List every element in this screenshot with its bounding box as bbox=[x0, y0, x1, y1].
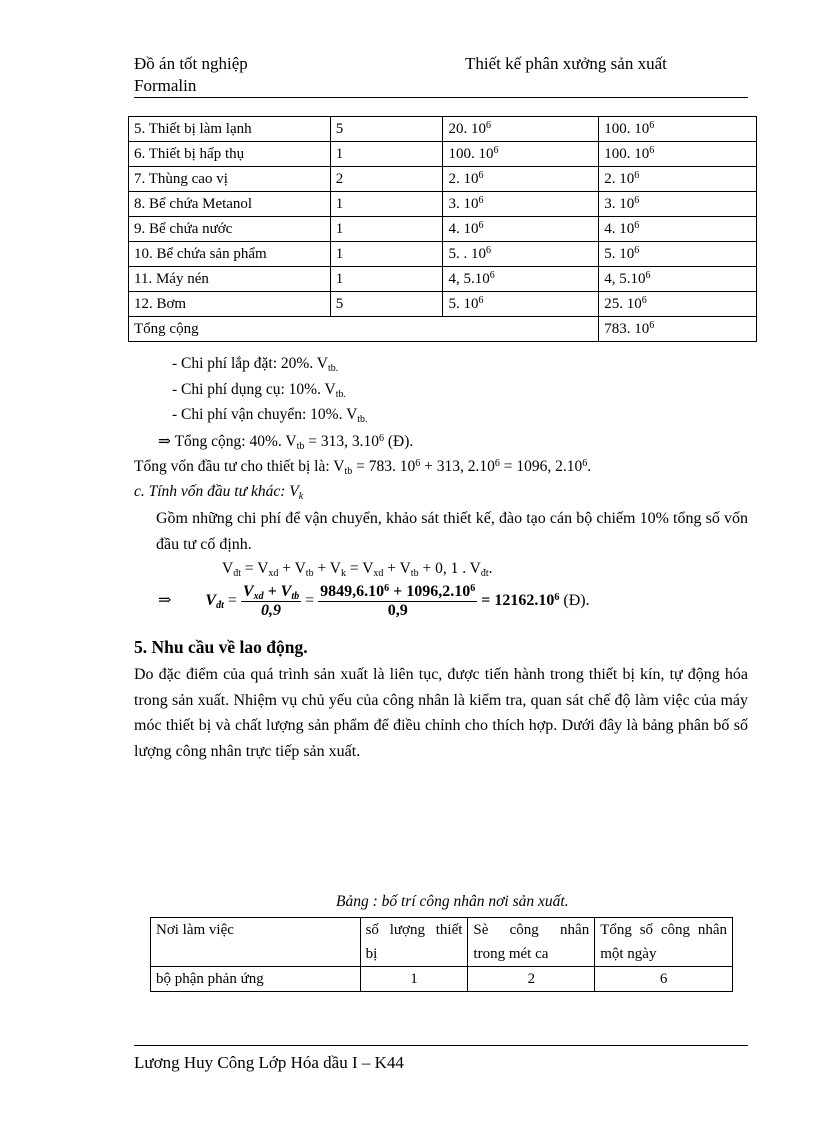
table-row bbox=[151, 967, 733, 992]
equipment-qty: 1 bbox=[330, 142, 443, 167]
header-row bbox=[151, 918, 733, 967]
column-header: Sè công nhân trong mét ca bbox=[468, 918, 595, 967]
equipment-qty: 1 bbox=[330, 217, 443, 242]
equipment-qty: 2 bbox=[330, 167, 443, 192]
equipment-unit-price: 2. $10^6$ bbox=[443, 167, 599, 192]
equipment-name: 12. Bơm bbox=[129, 292, 331, 317]
cost-sum: ⇒ Tổng cộng: 40%. $V_{tb} = 313$, 3.10$^6$ (Đ). bbox=[158, 433, 414, 452]
equipment-qty: 1 bbox=[330, 267, 443, 292]
equipment-unit-price: 3. $10^6$ bbox=[443, 192, 599, 217]
equipment-name: 10. Bể chứa sản phẩm bbox=[129, 242, 331, 267]
section-5-title: 5. Nhu cầu về lao động. bbox=[134, 637, 308, 657]
cost-transport: - Chi phí vận chuyển: 10%. $V_{tb.}$ bbox=[172, 406, 368, 425]
table-cell: 1 bbox=[360, 967, 468, 992]
total-label: Tổng cộng bbox=[129, 317, 599, 342]
equipment-name: 8. Bể chứa Metanol bbox=[129, 192, 331, 217]
equipment-unit-price: 5. . $10^6$ bbox=[443, 242, 599, 267]
equipment-qty: 5 bbox=[330, 117, 443, 142]
table-cell: bộ phận phản ứng bbox=[151, 967, 361, 992]
table-row bbox=[129, 167, 757, 192]
section-c-title: c. Tính vốn đầu tư khác: $V_k$ bbox=[134, 483, 304, 502]
equipment-unit-price: 20. $10^6$ bbox=[443, 117, 599, 142]
equipment-name: 7. Thùng cao vị bbox=[129, 167, 331, 192]
equipment-total-price: 25. $10^6$ bbox=[599, 292, 757, 317]
column-header: số lượng thiết bị bbox=[360, 918, 468, 967]
equipment-unit-price: 100. $10^6$ bbox=[443, 142, 599, 167]
header-left-title: Đồ án tốt nghiệp bbox=[134, 54, 248, 73]
table-row bbox=[129, 117, 757, 142]
section-c-paragraph: Gồm những chi phí để vận chuyển, khảo sát thiết kế, đào tạo cán bộ chiếm 10% tổng số vốn đầu tư cố định. bbox=[156, 510, 748, 553]
table-row bbox=[129, 267, 757, 292]
total-value: 783. $10^6$ bbox=[599, 317, 757, 342]
equipment-total-price: 5. $10^6$ bbox=[599, 242, 757, 267]
worker-table bbox=[150, 917, 733, 992]
table-row bbox=[129, 142, 757, 167]
cost-tools: - Chi phí dụng cụ: 10%. $V_{tb.}$ bbox=[172, 381, 347, 400]
equipment-table bbox=[128, 116, 757, 342]
column-header: Nơi làm việc bbox=[151, 918, 361, 967]
equipment-unit-price: 4. $10^6$ bbox=[443, 217, 599, 242]
table-row bbox=[129, 292, 757, 317]
equipment-unit-price: 5. $10^6$ bbox=[443, 292, 599, 317]
worker-table-caption: Bảng : bố trí công nhân nơi sản xuất. bbox=[336, 893, 569, 910]
equipment-total-price: 4. $10^6$ bbox=[599, 217, 757, 242]
equipment-name: 5. Thiết bị làm lạnh bbox=[129, 117, 331, 142]
equipment-qty: 1 bbox=[330, 242, 443, 267]
footer-text: Lương Huy Công Lớp Hóa dầu I – K44 bbox=[134, 1053, 404, 1072]
table-row bbox=[129, 217, 757, 242]
equipment-qty: 1 bbox=[330, 192, 443, 217]
header-left-subtitle: Formalin bbox=[134, 76, 197, 95]
equation-vdt: $V_{đt} = V_{xd} + V_{tb} + V_k = V_{xd} + V_{tb} + 0$, 1 . $V_{đt}$. bbox=[222, 560, 493, 579]
equipment-qty: 5 bbox=[330, 292, 443, 317]
equipment-total-price: 2. $10^6$ bbox=[599, 167, 757, 192]
equipment-total-price: 4, 5.10$^6$ bbox=[599, 267, 757, 292]
table-row bbox=[129, 242, 757, 267]
formula-vdt: ⇒ $V_{đt}$ = $\frac{V_{xd} + V_{tb}}{0,9}$ = $\frac{9849,6.10^6 + 1096,2.10^6}{0,9}$ = $12162.10^6$ (Đ). bbox=[158, 583, 590, 619]
table-cell: 6 bbox=[595, 967, 733, 992]
equipment-total-price: 100. $10^6$ bbox=[599, 117, 757, 142]
total-row bbox=[129, 317, 757, 342]
equipment-total-price: 100. $10^6$ bbox=[599, 142, 757, 167]
equipment-name: 9. Bể chứa nước bbox=[129, 217, 331, 242]
table-row bbox=[129, 192, 757, 217]
footer-rule bbox=[134, 1045, 748, 1046]
column-header: Tổng số công nhân một ngày bbox=[595, 918, 733, 967]
equipment-name: 11. Máy nén bbox=[129, 267, 331, 292]
section-5-paragraph: Do đặc điểm của quá trình sản xuất là liên tục, được tiến hành trong thiết bị kín, tự động hóa trong sản xuất. Nhiệm vụ chủ yếu của công nhân là kiểm tra, quan sát chế độ làm việc của máy móc thiết bị và chất lượng sản phẩm để điều chỉnh cho thích hợp. Dưới đây là bảng phân bố số lượng công nhân trực tiếp sản xuất. bbox=[134, 666, 748, 760]
header-rule bbox=[134, 97, 748, 98]
header-right-title: Thiết kế phân xưởng sản xuất bbox=[465, 54, 667, 73]
cost-install: - Chi phí lắp đặt: 20%. $V_{tb.}$ bbox=[172, 355, 339, 374]
equipment-total-price: 3. $10^6$ bbox=[599, 192, 757, 217]
equipment-name: 6. Thiết bị hấp thụ bbox=[129, 142, 331, 167]
table-cell: 2 bbox=[468, 967, 595, 992]
equipment-unit-price: 4, 5.10$^6$ bbox=[443, 267, 599, 292]
investment-total: Tổng vốn đầu tư cho thiết bị là: $V_{tb} = 783$. $10^6 + 313$, $2.10^6 = 1096$, 2.10$^6$. bbox=[134, 458, 592, 477]
